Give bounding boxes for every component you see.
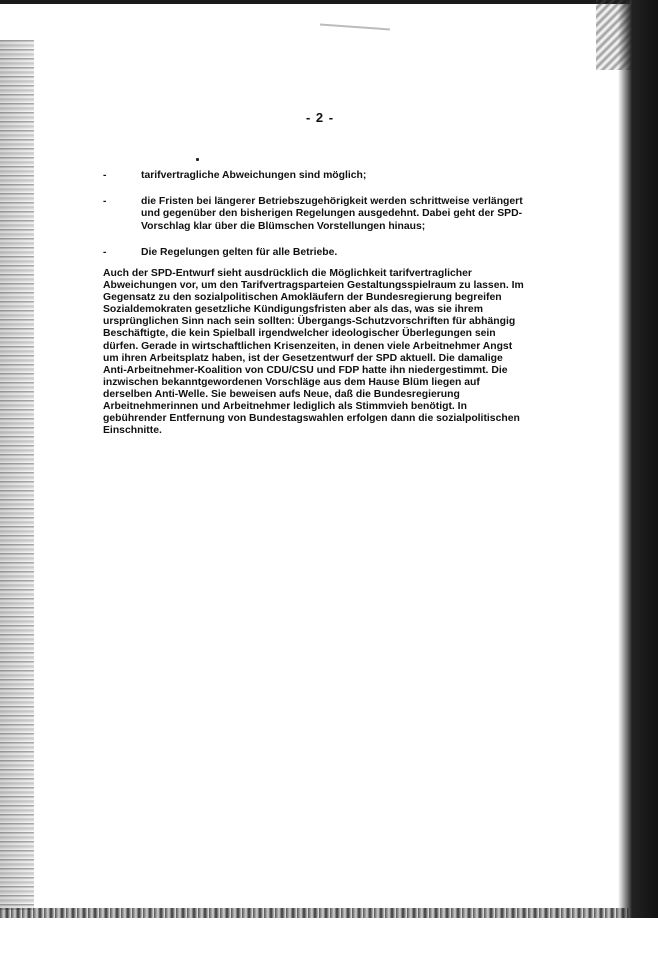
body-paragraph (103, 268, 533, 437)
bullet-item (103, 196, 543, 233)
bullet-line: Die Regelungen gelten für alle Betriebe. (141, 246, 338, 258)
scan-bottom-margin (0, 918, 658, 956)
paragraph-line: dürfen. Gerade in wirtschaftlichen Krisenzeiten, in denen viele Arbeitnehmer Angst (103, 340, 513, 352)
scan-border-top (0, 0, 630, 4)
bullet-item (103, 247, 543, 259)
bullet-dash: - (103, 246, 107, 258)
paragraph-line: Abweichungen vor, um den Tarifvertragsparteien Gestaltungsspielraum zu lassen. Im (103, 280, 524, 292)
bullet-line: Vorschlag klar über die Blümschen Vorstellungen hinaus; (141, 220, 426, 232)
paragraph-line: inzwischen bekanntgewordenen Vorschläge aus dem Hause Blüm liegen auf (103, 376, 480, 388)
bullet-line: die Fristen bei längerer Betriebszugehörigkeit werden schrittweise verlängert (141, 196, 523, 208)
paragraph-line: um ihren Arbeitsplatz haben, ist der Gesetzentwurf der SPD aktuell. Die damalige (103, 352, 503, 364)
paragraph-line: Einschnitte. (103, 425, 162, 437)
scan-speck (196, 158, 199, 161)
paragraph-line: Beschäftigte, die kein Spielball irgendwelcher ideologischer Überlegungen sein (103, 328, 496, 340)
bullet-dash: - (103, 170, 107, 181)
paragraph-line: ursprünglichen Sinn nach sein sollten: Übergangs-Schutzvorschriften für abhängig (103, 316, 516, 328)
scan-mark (320, 24, 390, 31)
scan-border-right (618, 0, 658, 956)
paragraph-line: gebührender Entfernung von Bundestagswahlen erfolgen dann die sozialpolitischen (103, 413, 520, 425)
bullet-list (103, 170, 543, 259)
bullet-line: tarifvertragliche Abweichungen sind möglich; (141, 170, 367, 181)
paragraph-line: Auch der SPD-Entwurf sieht ausdrücklich die Möglichkeit tarifvertraglicher (103, 268, 472, 279)
page-number: - 2 - (305, 110, 335, 125)
paragraph-line: Gegensatz zu den sozialpolitischen Amokläufern der Bundesregierung begreifen (103, 292, 502, 304)
scan-border-bottom (0, 908, 630, 918)
paragraph-line: Sozialdemokraten gesetzliche Kündigungsfristen aber als das, was sie ihrem (103, 304, 483, 316)
bullet-item (103, 170, 543, 182)
paragraph-line: Anti-Arbeitnehmer-Koalition von CDU/CSU und FDP hatte ihn niedergestimmt. Die (103, 364, 508, 376)
paragraph-line: derselben Anti-Welle. Sie beweisen aufs Neue, daß die Bundesregierung (103, 388, 460, 400)
bullet-dash: - (103, 196, 107, 208)
bullet-line: und gegenüber den bisherigen Regelungen ausgedehnt. Dabei geht der SPD- (141, 208, 523, 220)
paragraph-line: Arbeitnehmerinnen und Arbeitnehmer lediglich als Stimmvieh benötigt. In (103, 401, 467, 413)
scan-border-left (0, 40, 34, 910)
